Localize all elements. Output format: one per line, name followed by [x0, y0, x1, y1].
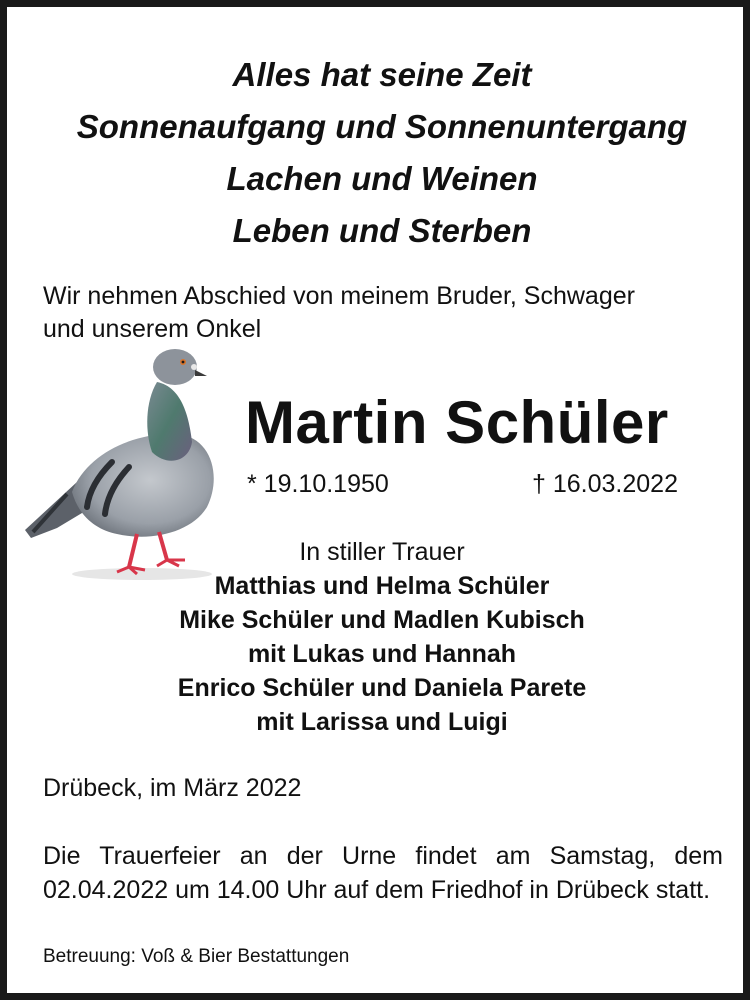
mourners-block: [7, 535, 750, 739]
poem-line: Sonnenaufgang und Sonnenuntergang: [76, 108, 688, 145]
undertaker-credit: Betreuung: Voß & Bier Bestattungen: [43, 946, 350, 967]
place-date: Drübeck, im März 2022: [43, 774, 302, 802]
poem-line: Leben und Sterben: [232, 212, 532, 249]
mourner-line: mit Lukas und Hannah: [247, 640, 517, 668]
poem-line: Alles hat seine Zeit: [232, 56, 532, 93]
poem-line: Lachen und Weinen: [226, 160, 538, 197]
mourner-line: Enrico Schüler und Daniela Parete: [177, 674, 587, 702]
death-date: † 16.03.2022: [532, 470, 678, 498]
mourning-heading: In stiller Trauer: [299, 538, 465, 566]
intro-line: Wir nehmen Abschied von meinem Bruder, Schwager: [43, 282, 635, 310]
poem-block: [7, 49, 750, 257]
intro-line: und unserem Onkel: [43, 315, 262, 343]
mourner-line: Mike Schüler und Madlen Kubisch: [179, 606, 585, 634]
farewell-intro: [43, 280, 733, 346]
mourner-line: Matthias und Helma Schüler: [214, 572, 550, 600]
mourner-line: mit Larissa und Luigi: [256, 708, 508, 736]
birth-date: * 19.10.1950: [247, 470, 389, 498]
funeral-service-info: Die Trauerfeier an der Urne findet am Samstag, dem 02.04.2022 um 14.00 Uhr auf dem Friedhof in Drübeck statt.: [43, 842, 723, 904]
deceased-name: Martin Schüler: [245, 389, 669, 456]
